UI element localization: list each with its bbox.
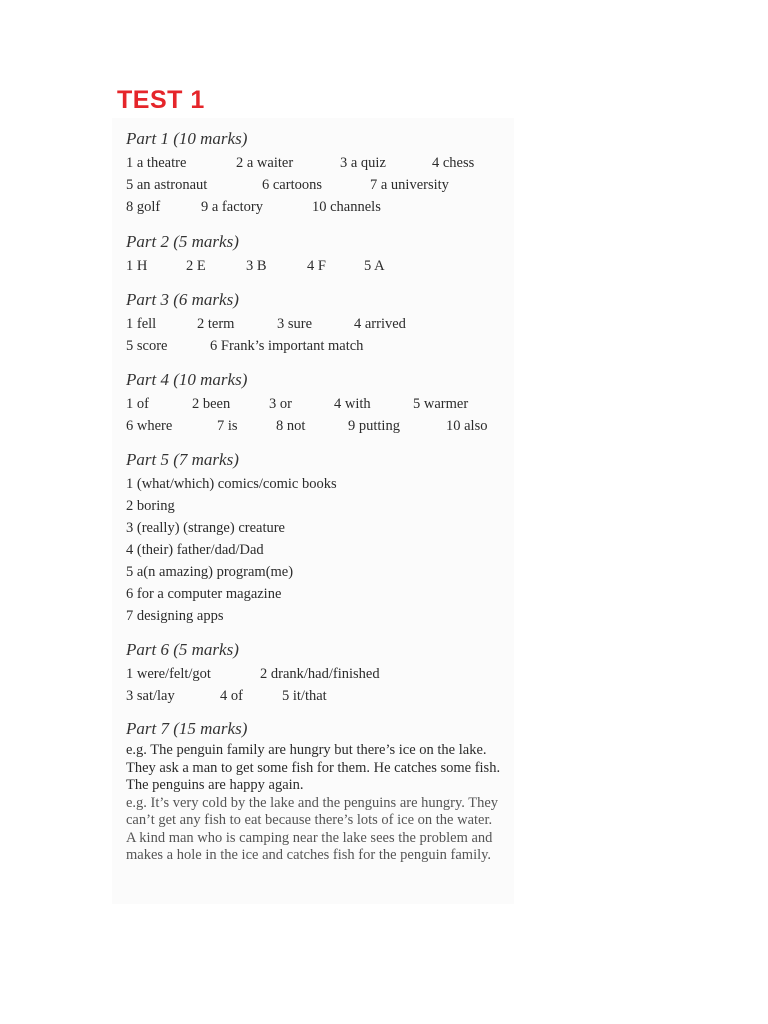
answer: 2 term (197, 316, 235, 332)
answer-line: 4 (their) father/dad/Dad (126, 542, 264, 558)
answer: 6 where (126, 418, 173, 434)
answer: 1 H (126, 258, 148, 274)
part-3 (126, 289, 406, 357)
answer-line: 7 designing apps (126, 608, 224, 624)
answer-row (126, 255, 385, 277)
part-1-heading: Part 1 (10 marks) (126, 129, 248, 148)
answer: 3 sat/lay (126, 688, 175, 704)
answer: 2 drank/had/finished (260, 666, 380, 682)
answer: 4 F (307, 258, 326, 274)
answer-row (126, 335, 364, 357)
answer: 8 not (276, 418, 306, 434)
part-6 (126, 639, 380, 707)
answer: 2 a waiter (236, 155, 294, 171)
answer: 3 a quiz (340, 155, 386, 171)
answer: 3 B (246, 258, 267, 274)
part-5-heading: Part 5 (7 marks) (126, 450, 239, 469)
answer-line: 2 boring (126, 498, 175, 514)
answer: 7 a university (370, 177, 449, 193)
answer: 1 were/felt/got (126, 666, 211, 682)
answer: 2 been (192, 396, 231, 412)
answer: 6 Frank’s important match (210, 338, 364, 354)
part-1 (126, 128, 475, 218)
part-6-heading: Part 6 (5 marks) (126, 640, 239, 659)
answer: 5 score (126, 338, 168, 354)
part-4-heading: Part 4 (10 marks) (126, 370, 248, 389)
answer: 9 putting (348, 418, 400, 434)
part-2-heading: Part 2 (5 marks) (126, 232, 239, 251)
answer: 4 of (220, 688, 243, 704)
answer: 3 sure (277, 316, 313, 332)
answer: 5 A (364, 258, 385, 274)
answer-row (126, 685, 327, 707)
answer: 8 golf (126, 199, 161, 215)
answer: 10 also (446, 418, 488, 434)
answer-line: 3 (really) (strange) creature (126, 520, 285, 536)
answer-row (126, 393, 469, 415)
answer-line: 6 for a computer magazine (126, 586, 282, 602)
model-answer-1: e.g. The penguin family are hungry but there’s ice on the lake. They ask a man to get some fish for them. He catches some fish. The penguins are happy again. (126, 742, 501, 793)
answer-line: 5 a(n amazing) program(me) (126, 564, 294, 580)
part-5 (126, 449, 337, 627)
answer-row (126, 174, 449, 196)
answer-row (126, 152, 475, 174)
answer-row (126, 313, 406, 335)
answer: 2 E (186, 258, 206, 274)
answer: 4 chess (432, 155, 475, 171)
part-7-heading: Part 7 (15 marks) (126, 719, 248, 738)
answer-line: 1 (what/which) comics/comic books (126, 476, 337, 492)
answer-row (126, 415, 488, 437)
answer: 1 of (126, 396, 149, 412)
page-title: TEST 1 (117, 86, 205, 114)
answer: 4 with (334, 396, 371, 412)
part-7 (126, 718, 502, 865)
answer: 9 a factory (201, 199, 263, 215)
answer: 3 or (269, 396, 292, 412)
answer-row (126, 196, 381, 218)
model-answer-2: e.g. It’s very cold by the lake and the penguins are hungry. They can’t get any fish to eat because there’s lots of ice on the water. A kind man who is camping near the lake sees the problem and makes a hole in the ice and catches fish for the penguin family. (126, 794, 499, 863)
part-2 (126, 231, 385, 277)
answer-row (126, 663, 380, 685)
answer: 7 is (217, 418, 238, 434)
answer: 6 cartoons (262, 177, 322, 193)
answer: 10 channels (312, 199, 381, 215)
answer: 1 fell (126, 316, 157, 332)
answer: 5 an astronaut (126, 177, 208, 193)
part-3-heading: Part 3 (6 marks) (126, 290, 239, 309)
answer: 4 arrived (354, 316, 406, 332)
answer: 1 a theatre (126, 155, 187, 171)
answer: 5 warmer (413, 396, 469, 412)
part-4 (126, 369, 488, 437)
answer: 5 it/that (282, 688, 327, 704)
